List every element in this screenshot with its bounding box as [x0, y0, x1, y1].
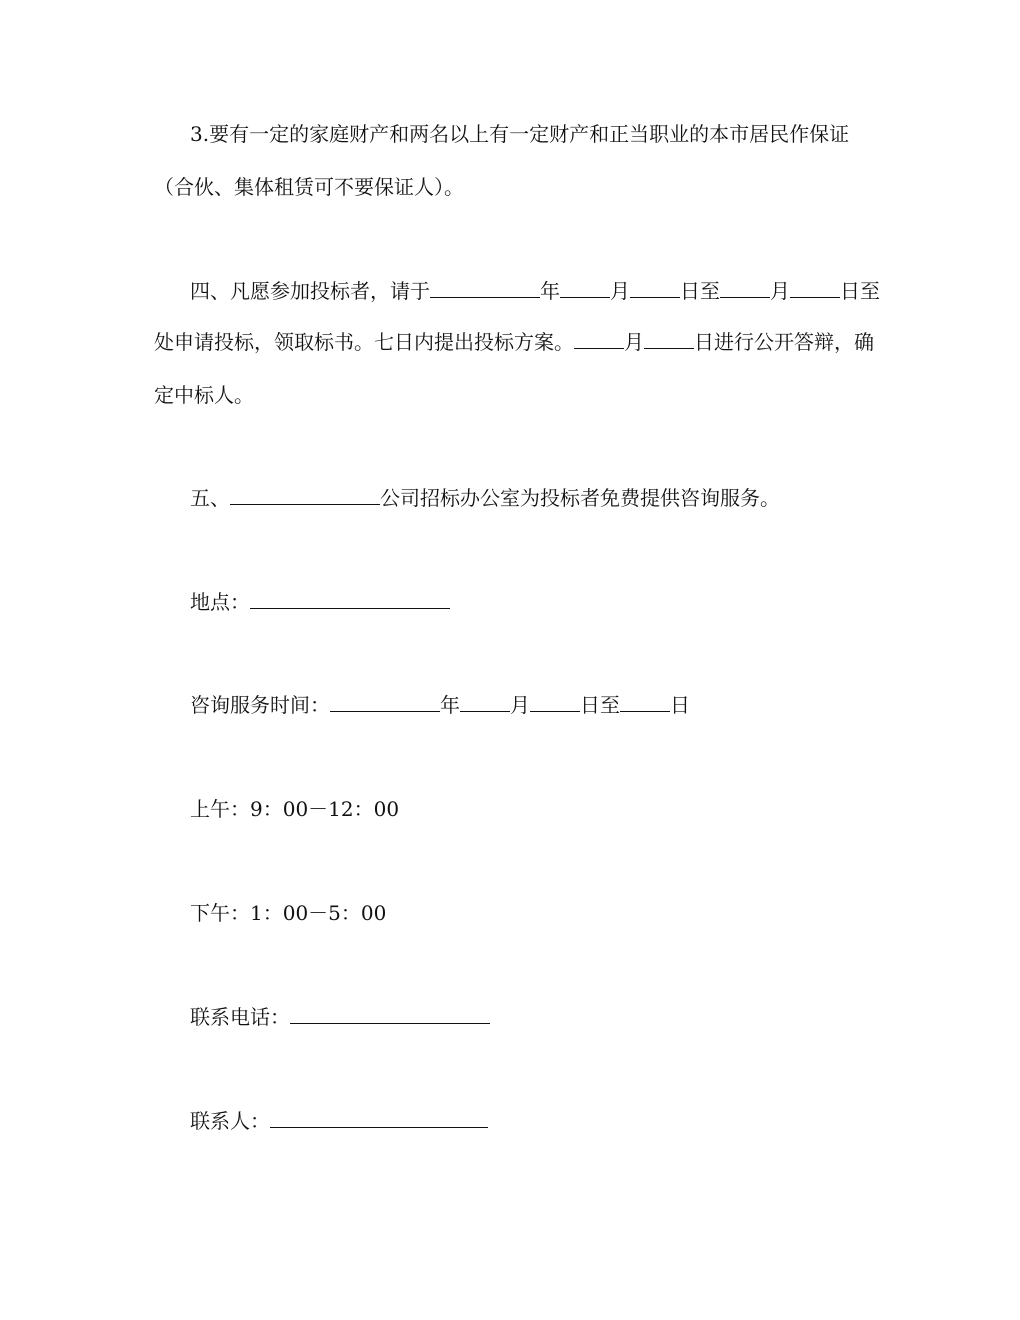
consult-day-label: 日: [670, 693, 690, 717]
morning-hours: 上午：9：00－12：00: [190, 797, 400, 821]
morning-hours-line: [190, 797, 399, 821]
phone-line: [190, 1005, 490, 1029]
month2-blank[interactable]: [720, 279, 770, 298]
section3-line1-text: 3.要有一定的家庭财产和两名以上有一定财产和正当职业的本市居民作保证: [190, 122, 850, 146]
location-blank[interactable]: [250, 590, 450, 609]
consult-year-label: 年: [440, 693, 460, 717]
consult-month-blank[interactable]: [460, 693, 510, 712]
section4-line3: [154, 383, 254, 407]
section4-prefix: 四、凡愿参加投标者，请于: [190, 279, 430, 303]
contact-label: 联系人：: [190, 1109, 270, 1133]
section5-prefix: 五、: [190, 486, 230, 510]
section4-line3-text: 定中标人。: [154, 383, 254, 407]
section3-line2: [154, 175, 464, 199]
reply-day-blank[interactable]: [644, 330, 694, 349]
company-name-blank[interactable]: [230, 486, 380, 505]
section4-line1: [190, 279, 880, 303]
day-to2-label: 日至: [840, 279, 880, 303]
month2-label: 月: [770, 279, 790, 303]
day-to1-label: 日至: [680, 279, 720, 303]
section5-suffix: 公司招标办公室为投标者免费提供咨询服务。: [380, 486, 780, 510]
section4-line2: [154, 330, 874, 354]
consult-month-label: 月: [510, 693, 530, 717]
section3-line2-text: （合伙、集体租赁可不要保证人）。: [154, 175, 464, 199]
consult-day-to-label: 日至: [580, 693, 620, 717]
phone-blank[interactable]: [290, 1005, 490, 1024]
month1-blank[interactable]: [560, 279, 610, 298]
reply-month-label: 月: [624, 330, 644, 354]
section4-line2-text2: 日进行公开答辩，确: [694, 330, 874, 354]
consult-time-line: [190, 693, 690, 717]
location-label: 地点：: [190, 590, 250, 614]
reply-month-blank[interactable]: [574, 330, 624, 349]
section3-line1: [190, 122, 849, 146]
contact-line: [190, 1109, 488, 1133]
consult-time-label: 咨询服务时间：: [190, 693, 330, 717]
consult-year-blank[interactable]: [330, 693, 440, 712]
contact-blank[interactable]: [270, 1109, 488, 1128]
afternoon-hours: 下午：1：00－5：00: [190, 901, 387, 925]
month1-label: 月: [610, 279, 630, 303]
consult-day-end-blank[interactable]: [620, 693, 670, 712]
year-blank[interactable]: [430, 279, 540, 298]
section5-line: [190, 486, 780, 510]
year-label: 年: [540, 279, 560, 303]
phone-label: 联系电话：: [190, 1005, 290, 1029]
location-line: [190, 590, 450, 614]
afternoon-hours-line: [190, 901, 386, 925]
consult-day-start-blank[interactable]: [530, 693, 580, 712]
day1-blank[interactable]: [630, 279, 680, 298]
day2-blank[interactable]: [790, 279, 840, 298]
section4-line2-text1: 处申请投标，领取标书。七日内提出投标方案。: [154, 330, 574, 354]
